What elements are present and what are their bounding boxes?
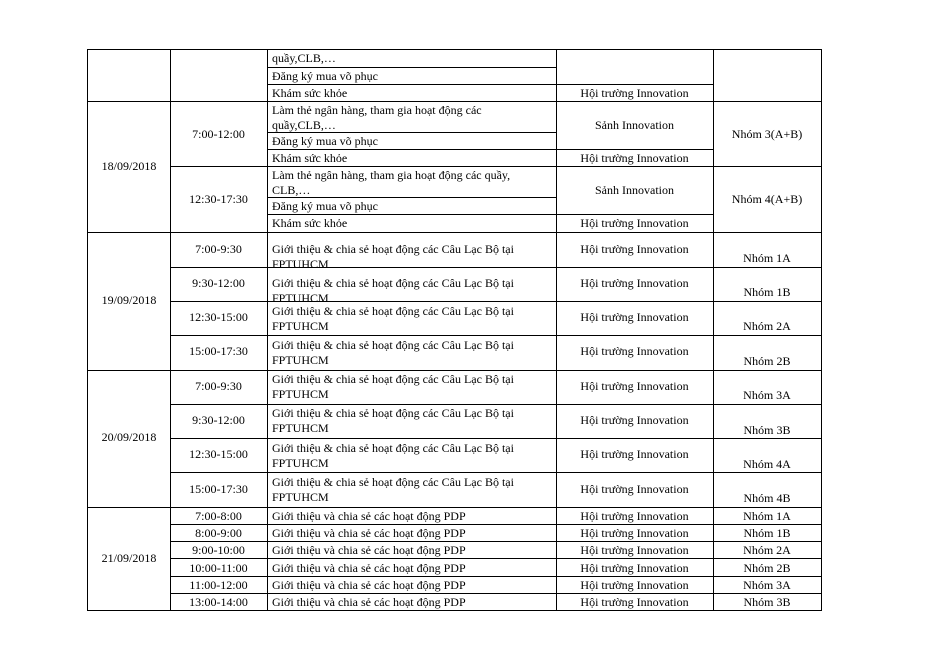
activity-text: Đăng ký mua võ phục (272, 134, 378, 148)
time-label: 9:30-12:00 (192, 276, 245, 290)
activity-text: FPTUHCM (272, 319, 329, 333)
activity-text: FPTUHCM (272, 257, 329, 271)
activity-text: Khám sức khỏe (272, 151, 348, 165)
activity-text: Giới thiệu và chia sẻ các hoạt động PDP (272, 595, 466, 609)
activity-text: Làm thẻ ngân hàng, tham gia hoạt động các (272, 103, 482, 117)
time-label: 13:00-14:00 (189, 595, 248, 609)
activity-text: Giới thiệu & chia sẻ hoạt động các Câu Lạc Bộ tại (272, 276, 514, 290)
group-label: Nhóm 2A (743, 319, 791, 333)
venue-text: Hội trường Innovation (580, 526, 689, 540)
group-label: Nhóm 4(A+B) (731, 192, 803, 206)
activity-text: Giới thiệu và chia sẻ các hoạt động PDP (272, 578, 466, 592)
table-rule-horizontal (87, 507, 822, 508)
group-label: Nhóm 3(A+B) (731, 127, 803, 141)
group-label: Nhóm 3B (743, 423, 791, 437)
table-rule-horizontal (267, 149, 557, 150)
activity-text: Giới thiệu & chia sẻ hoạt động các Câu Lạc Bộ tại (272, 406, 514, 420)
table-rule-vertical (821, 49, 822, 611)
venue-text: Hội trường Innovation (580, 413, 689, 427)
table-rule-horizontal (87, 370, 822, 371)
activity-text: FPTUHCM (272, 421, 329, 435)
activity-text: Giới thiệu & chia sẻ hoạt động các Câu Lạc Bộ tại (272, 338, 514, 352)
time-label: 7:00-8:00 (195, 509, 242, 523)
venue-text: Hội trường Innovation (580, 86, 689, 100)
activity-text: Khám sức khỏe (272, 86, 348, 100)
table-rule-horizontal (267, 84, 557, 85)
activity-text: quầy,CLB,… (272, 118, 336, 132)
time-label: 11:00-12:00 (189, 578, 248, 592)
group-label: Nhóm 4B (743, 491, 791, 505)
activity-text: FPTUHCM (272, 291, 329, 305)
venue-text: Hội trường Innovation (580, 447, 689, 461)
venue-text: Hội trường Innovation (580, 151, 689, 165)
time-label: 12:30-15:00 (189, 310, 248, 324)
group-label: Nhóm 1A (743, 251, 791, 265)
table-rule-horizontal (87, 610, 822, 611)
date-label: 21/09/2018 (101, 551, 157, 565)
activity-text: Giới thiệu và chia sẻ các hoạt động PDP (272, 509, 466, 523)
activity-text: FPTUHCM (272, 456, 329, 470)
time-label: 12:30-15:00 (189, 447, 248, 461)
time-label: 10:00-11:00 (189, 561, 248, 575)
time-label: 15:00-17:30 (189, 482, 248, 496)
venue-text: Sảnh Innovation (595, 118, 674, 132)
date-label: 18/09/2018 (101, 159, 157, 173)
venue-text: Hội trường Innovation (580, 310, 689, 324)
venue-text: Hội trường Innovation (580, 509, 689, 523)
time-label: 12:30-17:30 (189, 192, 248, 206)
venue-text: Hội trường Innovation (580, 379, 689, 393)
group-label: Nhóm 3A (743, 578, 791, 592)
table-rule-vertical (87, 49, 88, 611)
time-label: 15:00-17:30 (189, 344, 248, 358)
time-label: 7:00-9:30 (195, 379, 242, 393)
activity-text: Giới thiệu và chia sẻ các hoạt động PDP (272, 561, 466, 575)
group-label: Nhóm 2B (743, 354, 791, 368)
venue-text: Hội trường Innovation (580, 344, 689, 358)
activity-text: Giới thiệu & chia sẻ hoạt động các Câu Lạc Bộ tại (272, 475, 514, 489)
table-rule-vertical (267, 49, 268, 611)
table-rule-horizontal (267, 67, 557, 68)
table-rule-horizontal (267, 197, 557, 198)
activity-text: Khám sức khỏe (272, 216, 348, 230)
activity-text: Làm thẻ ngân hàng, tham gia hoạt động các quầy, (272, 168, 511, 182)
time-label: 9:30-12:00 (192, 413, 245, 427)
group-label: Nhóm 1A (743, 509, 791, 523)
activity-text: Giới thiệu và chia sẻ các hoạt động PDP (272, 526, 466, 540)
activity-text: FPTUHCM (272, 490, 329, 504)
venue-text: Hội trường Innovation (580, 482, 689, 496)
activity-text: Giới thiệu và chia sẻ các hoạt động PDP (272, 543, 466, 557)
activity-text: Đăng ký mua võ phục (272, 199, 378, 213)
activity-text: Giới thiệu & chia sẻ hoạt động các Câu Lạc Bộ tại (272, 242, 514, 256)
date-label: 19/09/2018 (101, 293, 157, 307)
group-label: Nhóm 2A (743, 543, 791, 557)
time-label: 7:00-9:30 (195, 242, 242, 256)
activity-text: Giới thiệu & chia sẻ hoạt động các Câu Lạc Bộ tại (272, 372, 514, 386)
activity-text: quầy,CLB,… (272, 51, 336, 65)
venue-text: Sảnh Innovation (595, 183, 674, 197)
activity-text: Đăng ký mua võ phục (272, 69, 378, 83)
venue-text: Hội trường Innovation (580, 543, 689, 557)
time-label: 8:00-9:00 (195, 526, 242, 540)
group-label: Nhóm 2B (743, 561, 791, 575)
activity-text: Giới thiệu & chia sẻ hoạt động các Câu Lạc Bộ tại (272, 304, 514, 318)
venue-text: Hội trường Innovation (580, 578, 689, 592)
group-label: Nhóm 4A (743, 457, 791, 471)
activity-text: Giới thiệu & chia sẻ hoạt động các Câu Lạc Bộ tại (272, 441, 514, 455)
table-rule-horizontal (87, 232, 822, 233)
group-label: Nhóm 3A (743, 388, 791, 402)
venue-text: Hội trường Innovation (580, 561, 689, 575)
group-label: Nhóm 1B (743, 285, 791, 299)
time-label: 7:00-12:00 (192, 127, 245, 141)
venue-text: Hội trường Innovation (580, 242, 689, 256)
activity-text: CLB,… (272, 183, 311, 197)
venue-text: Hội trường Innovation (580, 595, 689, 609)
activity-text: FPTUHCM (272, 353, 329, 367)
group-label: Nhóm 1B (743, 526, 791, 540)
venue-text: Hội trường Innovation (580, 276, 689, 290)
table-rule-horizontal (267, 214, 557, 215)
table-rule-horizontal (556, 149, 714, 150)
table-rule-horizontal (556, 84, 714, 85)
time-label: 9:00-10:00 (192, 543, 245, 557)
table-rule-horizontal (556, 214, 714, 215)
activity-text: FPTUHCM (272, 387, 329, 401)
table-rule-horizontal (87, 101, 822, 102)
date-label: 20/09/2018 (101, 430, 157, 444)
group-label: Nhóm 3B (743, 595, 791, 609)
venue-text: Hội trường Innovation (580, 216, 689, 230)
table-rule-horizontal (87, 49, 822, 50)
